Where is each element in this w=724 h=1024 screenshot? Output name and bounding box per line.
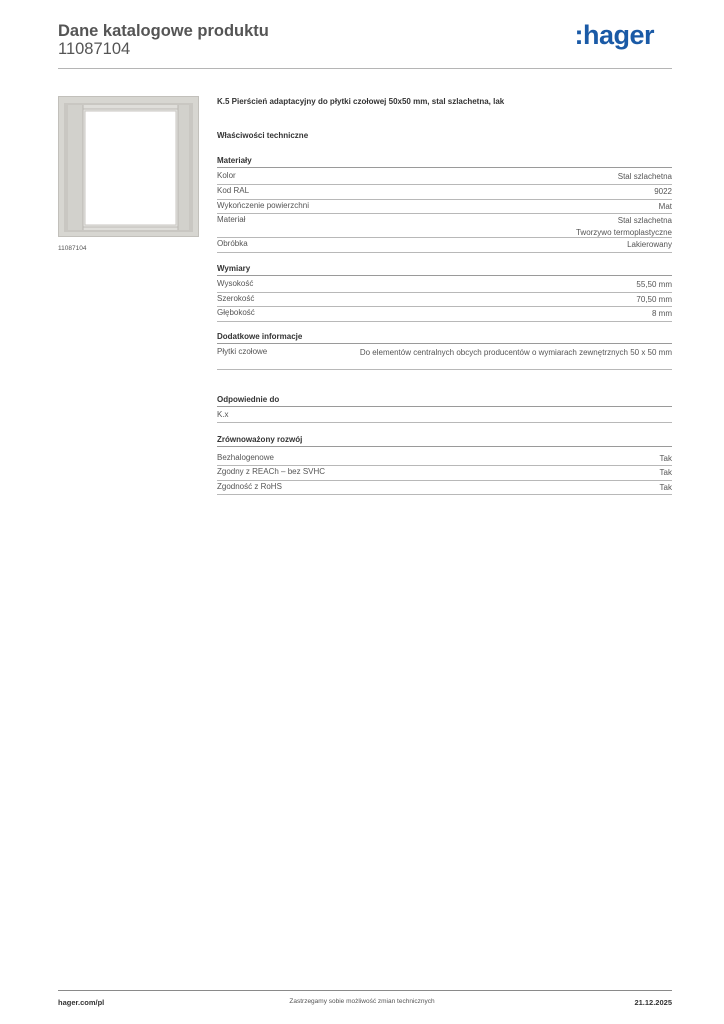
section-title-suitable-for: Odpowiednie do [217, 395, 672, 407]
logo-colon-mark: : [574, 20, 583, 50]
spec-row [217, 481, 672, 495]
footer-website-link[interactable]: hager.com/pl [58, 998, 105, 1007]
spec-value: 55,50 mm [636, 280, 672, 289]
spec-label: Płytki czołowe [217, 347, 268, 356]
document-title: Dane katalogowe produktu [58, 22, 269, 40]
spec-value: Tworzywo termoplastyczne [575, 227, 672, 237]
spec-label: Kod RAL [217, 186, 250, 195]
spec-row [217, 214, 672, 238]
spec-row [217, 293, 672, 307]
spec-row [217, 278, 672, 293]
spec-row [217, 185, 672, 200]
spec-value-multiline [576, 215, 672, 238]
spec-row [217, 466, 672, 481]
footer-divider [58, 990, 672, 991]
image-caption: 11087104 [58, 245, 87, 252]
logo-text: hager [582, 20, 654, 50]
spec-label: Wykończenie powierzchni [217, 201, 309, 210]
spec-value: 9022 [654, 187, 672, 196]
section-title-materials: Materiały [217, 156, 672, 168]
spec-label: Głębokość [217, 308, 255, 317]
footer-date: 21.12.2025 [634, 998, 672, 1007]
section-title-dimensions: Wymiary [217, 264, 672, 276]
spec-value: Tak [659, 468, 672, 477]
spec-row [217, 200, 672, 214]
spec-label: K.x [217, 410, 229, 419]
spec-value: Tak [659, 454, 672, 463]
spec-label: Kolor [217, 171, 236, 180]
spec-value: Stal szlachetna [617, 216, 672, 225]
spec-value: Tak [659, 483, 672, 492]
spec-value: Do elementów centralnych obcych producentów o wymiarach zewnętrznych 50 x 50 mm [359, 348, 672, 357]
spec-value: Mat [658, 202, 672, 211]
product-description: K.5 Pierścień adaptacyjny do płytki czołowej 50x50 mm, stal szlachetna, lak [217, 97, 505, 106]
spec-value: 8 mm [652, 309, 672, 318]
spec-row [217, 307, 672, 322]
spec-row [217, 452, 672, 466]
product-image [58, 96, 199, 237]
spec-value: 70,50 mm [636, 295, 672, 304]
spec-label: Wysokość [217, 279, 254, 288]
spec-row [217, 170, 672, 185]
section-title-sustainability: Zrównoważony rozwój [217, 435, 672, 447]
adaptation-ring-illustration [59, 97, 198, 236]
spec-row [217, 238, 672, 253]
spec-row [217, 409, 672, 423]
spec-value: Lakierowany [627, 240, 672, 249]
spec-value: Stal szlachetna [617, 172, 672, 181]
section-title-additional-info: Dodatkowe informacje [217, 332, 672, 344]
spec-label: Materiał [217, 215, 246, 224]
page-header [58, 20, 672, 70]
technical-properties-title: Właściwości techniczne [217, 131, 309, 140]
spec-label: Zgodny z REACh – bez SVHC [217, 467, 326, 476]
spec-label: Obróbka [217, 239, 248, 248]
spec-label: Bezhalogenowe [217, 453, 274, 462]
spec-label: Szerokość [217, 294, 255, 303]
spec-row [217, 346, 672, 370]
footer-disclaimer: Zastrzegamy sobie możliwość zmian technicznych [289, 998, 435, 1005]
product-number: 11087104 [58, 40, 131, 58]
header-divider [58, 68, 672, 69]
hager-logo [574, 20, 654, 51]
spec-label: Zgodność z RoHS [217, 482, 282, 491]
